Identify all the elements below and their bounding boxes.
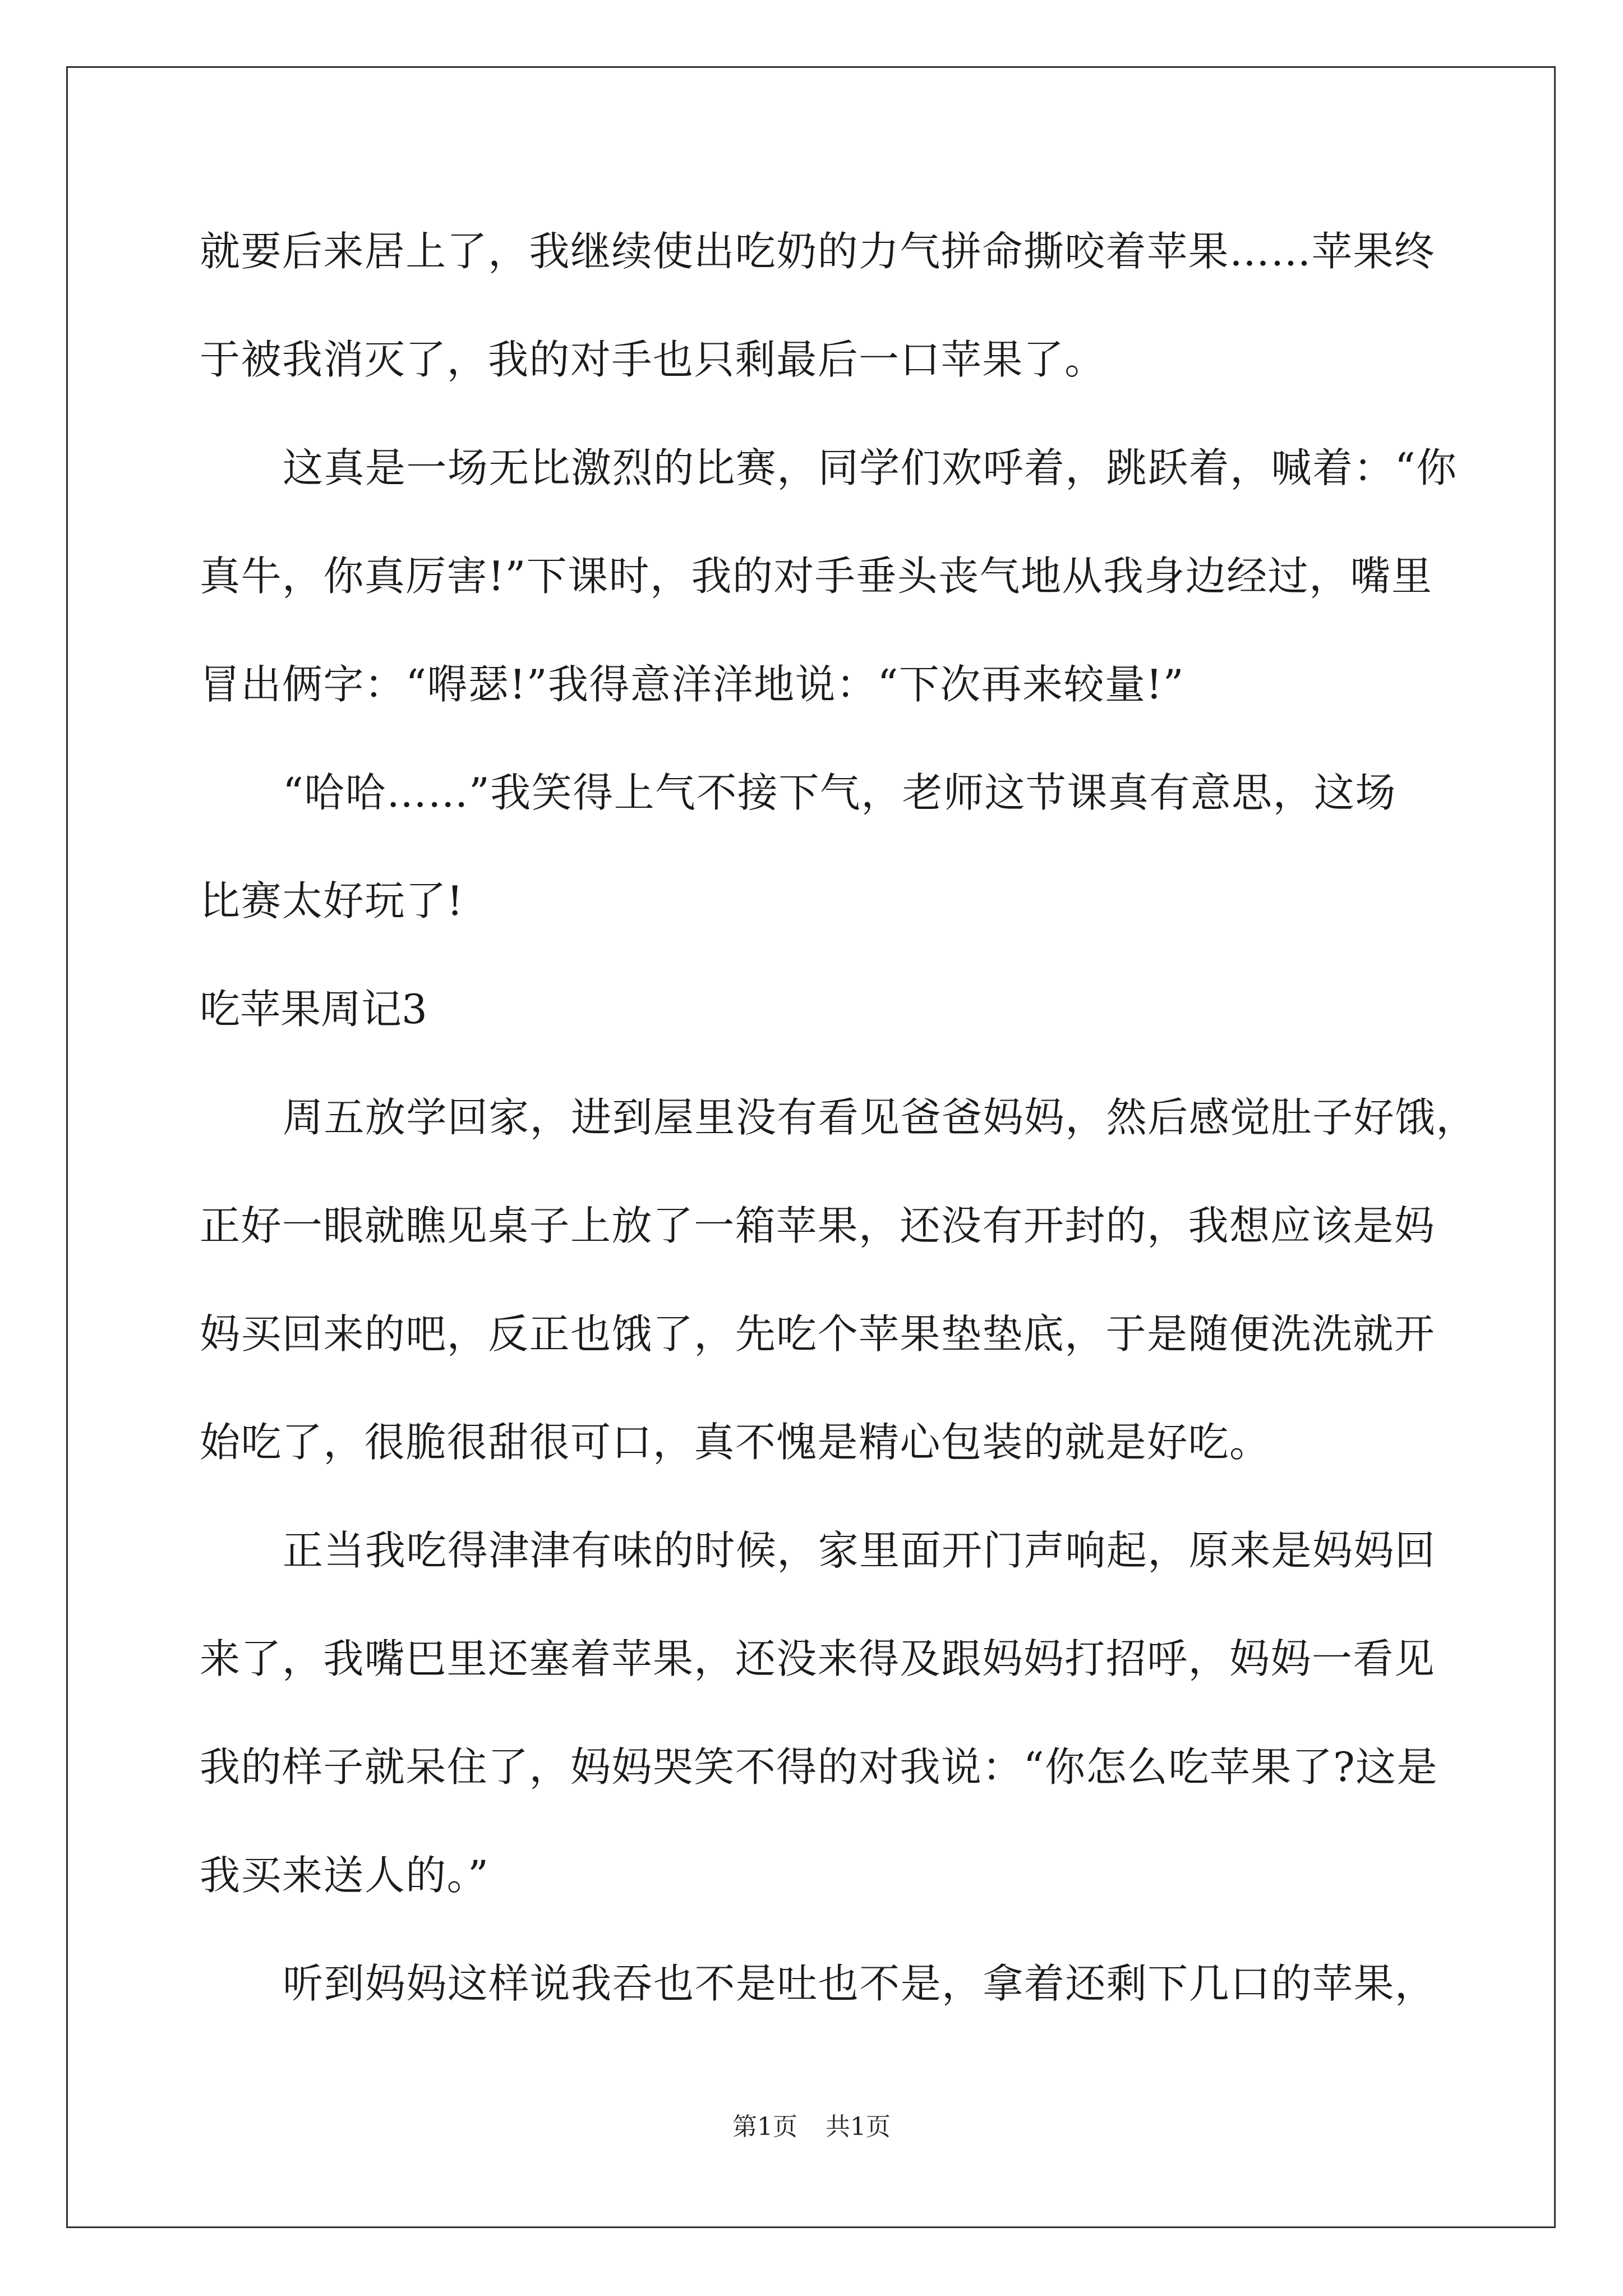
text-line: 于被我消灭了，我的对手也只剩最后一口苹果了。 — [200, 336, 1106, 383]
text-line: 我的样子就呆住了，妈妈哭笑不得的对我说：“你怎么吃苹果了?这是 — [200, 1743, 1438, 1791]
text-line: 始吃了，很脆很甜很可口，真不愧是精心包装的就是好吃。 — [200, 1419, 1271, 1466]
text-line: 真牛，你真厉害!”下课时，我的对手垂头丧气地从我身边经过，嘴里 — [200, 553, 1433, 600]
text-line: 比赛太好玩了! — [200, 877, 464, 924]
paragraph-start: 周五放学回家，进到屋里没有看见爸爸妈妈，然后感觉肚子好饿， — [283, 1094, 1477, 1141]
text-line: 来了，我嘴巴里还塞着苹果，还没来得及跟妈妈打招呼，妈妈一看见 — [200, 1635, 1436, 1682]
page-number: 第1页 — [732, 2113, 797, 2141]
paragraph-start: 听到妈妈这样说我吞也不是吐也不是，拿着还剩下几口的苹果， — [283, 1960, 1436, 2007]
text-line: 正好一眼就瞧见桌子上放了一箱苹果，还没有开封的，我想应该是妈 — [200, 1202, 1436, 1249]
page-total: 共1页 — [826, 2113, 891, 2141]
text-line: 就要后来居上了，我继续使出吃奶的力气拼命撕咬着苹果……苹果终 — [200, 228, 1436, 275]
paragraph-start: 正当我吃得津津有味的时候，家里面开门声响起，原来是妈妈回 — [283, 1527, 1436, 1574]
text-line: 妈买回来的吧，反正也饿了，先吃个苹果垫垫底，于是随便洗洗就开 — [200, 1310, 1436, 1358]
text-line: 冒出俩字：“嘚瑟!”我得意洋洋地说：“下次再来较量!” — [200, 661, 1184, 708]
page-footer — [0, 2110, 1623, 2144]
text-line: 我买来送人的。” — [200, 1852, 490, 1899]
paragraph-start: “哈哈……”我笑得上气不接下气，老师这节课真有意思，这场 — [283, 769, 1396, 816]
document-body — [200, 218, 1477, 2058]
section-heading: 吃苹果周记3 — [200, 986, 427, 1033]
paragraph-start: 这真是一场无比激烈的比赛，同学们欢呼着，跳跃着，喊着：“你 — [283, 444, 1458, 491]
